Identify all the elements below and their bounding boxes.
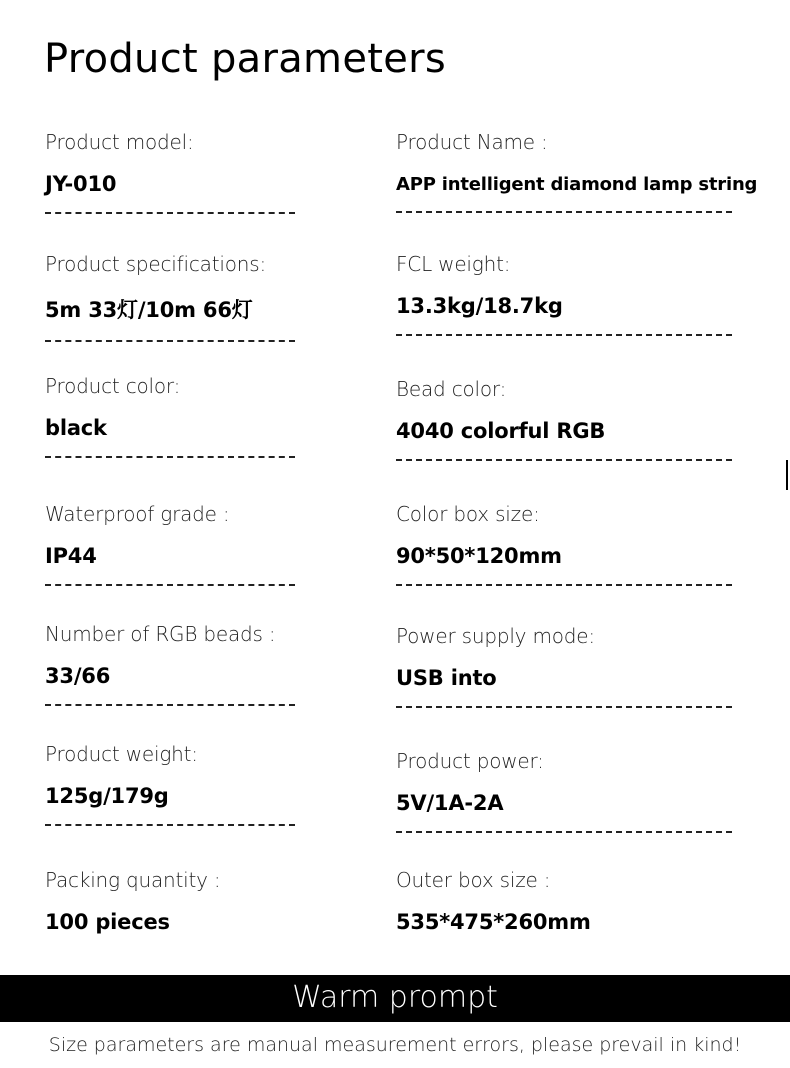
param-label: Product color: (45, 374, 181, 398)
param-value: 125g/179g (45, 784, 169, 808)
param-value: 90*50*120mm (396, 544, 562, 568)
param-product-color (45, 374, 295, 458)
param-waterproof-grade (45, 502, 295, 586)
param-value: 5V/1A-2A (396, 791, 504, 815)
dashed-divider (396, 584, 732, 586)
param-label: Power supply mode: (396, 624, 595, 648)
param-label: Outer box size : (396, 868, 551, 892)
dashed-divider (396, 459, 732, 461)
page-title: Product parameters (44, 36, 447, 82)
param-value: 5m 33灯/10m 66灯 (45, 298, 253, 322)
param-product-specifications (45, 252, 295, 342)
dashed-divider (45, 212, 295, 214)
warm-prompt-banner: Warm prompt (0, 975, 790, 1022)
param-value: 4040 colorful RGB (396, 419, 606, 443)
param-label: FCL weight: (396, 252, 511, 276)
param-packing-quantity (45, 868, 295, 934)
param-product-weight (45, 742, 295, 826)
param-label: Color box size: (396, 502, 540, 526)
param-value: IP44 (45, 544, 97, 568)
param-rgb-beads (45, 622, 295, 706)
param-product-power (396, 749, 732, 833)
param-value: 100 pieces (45, 910, 170, 934)
param-fcl-weight (396, 252, 732, 336)
dashed-divider (396, 211, 732, 213)
param-value: 535*475*260mm (396, 910, 591, 934)
param-label: Bead color: (396, 377, 507, 401)
disclaimer-note: Size parameters are manual measurement errors, please prevail in kind! (48, 1034, 742, 1056)
dashed-divider (45, 456, 295, 458)
dashed-divider (396, 831, 732, 833)
edge-mark (786, 460, 788, 490)
param-product-model (45, 130, 295, 214)
param-label: Waterproof grade : (45, 502, 230, 526)
dashed-divider (45, 584, 295, 586)
param-product-name (396, 130, 758, 213)
dashed-divider (45, 340, 295, 342)
param-value: 33/66 (45, 664, 111, 688)
param-label: Product Name : (396, 130, 548, 154)
param-value: APP intelligent diamond lamp string (396, 174, 758, 195)
param-power-supply-mode (396, 624, 732, 708)
param-outer-box-size (396, 868, 732, 934)
param-label: Product power: (396, 749, 544, 773)
dashed-divider (396, 334, 732, 336)
param-label: Product model: (45, 130, 194, 154)
param-label: Product specifications: (45, 252, 266, 276)
param-value: black (45, 416, 107, 440)
dashed-divider (45, 704, 295, 706)
param-value: JY-010 (45, 172, 117, 196)
param-value: USB into (396, 666, 497, 690)
param-bead-color (396, 377, 732, 461)
param-value: 13.3kg/18.7kg (396, 294, 563, 318)
param-color-box-size (396, 502, 732, 586)
param-label: Number of RGB beads : (45, 622, 276, 646)
dashed-divider (396, 706, 732, 708)
param-label: Packing quantity : (45, 868, 221, 892)
dashed-divider (45, 824, 295, 826)
param-label: Product weight: (45, 742, 198, 766)
